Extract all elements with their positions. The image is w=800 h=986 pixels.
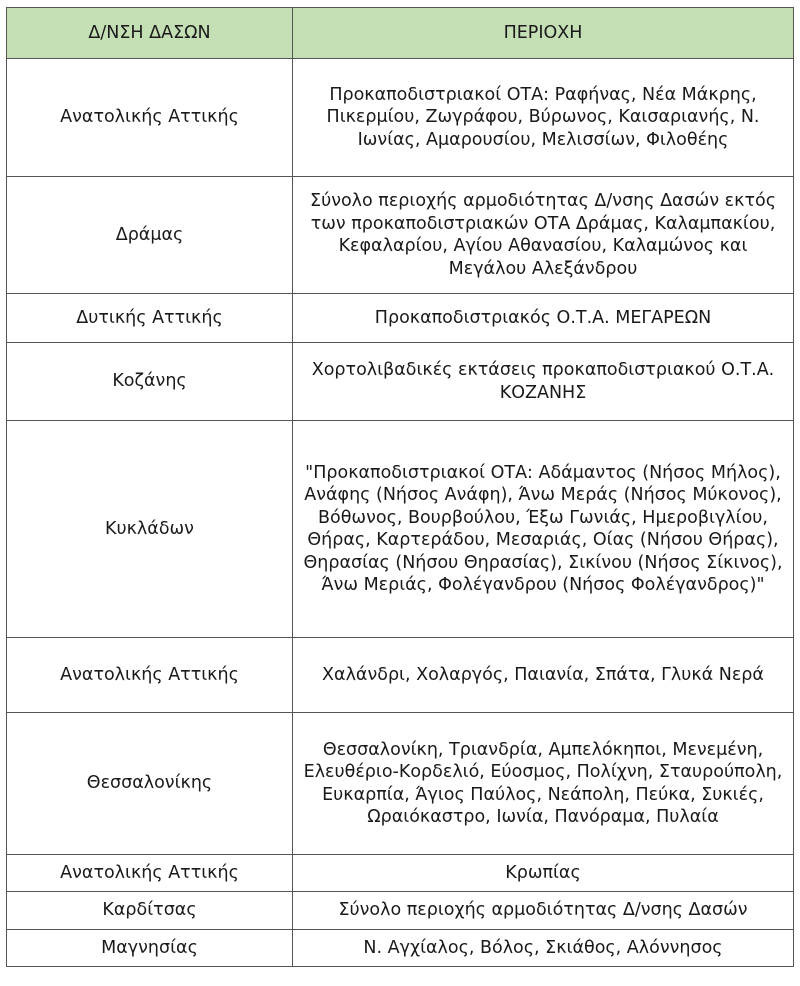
table-row xyxy=(7,855,794,892)
area-cell: Προκαποδιστριακοί ΟΤΑ: Ραφήνας, Νέα Μάκρης, Πικερμίου, Ζωγράφου, Βύρωνος, Καισαριανής, Ν. Ιωνίας, Αμαρουσίου, Μελισσίων, Φιλοθέης xyxy=(293,59,794,177)
table-row xyxy=(7,177,794,294)
directorate-cell: Μαγνησίας xyxy=(7,930,293,967)
directorate-cell: Δυτικής Αττικής xyxy=(7,294,293,343)
table-row xyxy=(7,421,794,638)
table-row xyxy=(7,343,794,421)
area-cell: Σύνολο περιοχής αρμοδιότητας Δ/νσης Δασών εκτός των προκαποδιστριακών ΟΤΑ Δράμας, Καλαμπακίου, Κεφαλαρίου, Αγίου Αθανασίου, Καλαμώνος και Μεγάλου Αλεξάνδρου xyxy=(293,177,794,294)
table-row xyxy=(7,59,794,177)
directorate-cell: Κοζάνης xyxy=(7,343,293,421)
directorate-cell: Ανατολικής Αττικής xyxy=(7,59,293,177)
area-cell: Προκαποδιστριακός Ο.Τ.Α. ΜΕΓΑΡΕΩΝ xyxy=(293,294,794,343)
directorate-cell: Ανατολικής Αττικής xyxy=(7,638,293,713)
area-cell: Χαλάνδρι, Χολαργός, Παιανία, Σπάτα, Γλυκά Νερά xyxy=(293,638,794,713)
table-row xyxy=(7,892,794,930)
directorate-cell: Ανατολικής Αττικής xyxy=(7,855,293,892)
column-header-area: ΠΕΡΙΟΧΗ xyxy=(293,8,794,59)
directorate-cell: Θεσσαλονίκης xyxy=(7,713,293,855)
table-row xyxy=(7,638,794,713)
table-row xyxy=(7,713,794,855)
area-cell: Κρωπίας xyxy=(293,855,794,892)
forest-directorates-table xyxy=(6,7,794,967)
directorate-cell: Καρδίτσας xyxy=(7,892,293,930)
column-header-directorate: Δ/ΝΣΗ ΔΑΣΩΝ xyxy=(7,8,293,59)
area-cell: Χορτολιβαδικές εκτάσεις προκαποδιστριακού Ο.Τ.Α. ΚΟΖΑΝΗΣ xyxy=(293,343,794,421)
table-row xyxy=(7,294,794,343)
area-cell: Θεσσαλονίκη, Τριανδρία, Αμπελόκηποι, Μενεμένη, Ελευθέριο-Κορδελιό, Εύοσμος, Πολίχνη, Σταυρούπολη, Ευκαρπία, Άγιος Παύλος, Νεάπολη, Πεύκα, Συκιές, Ωραιόκαστρο, Ιωνία, Πανόραμα, Πυλαία xyxy=(293,713,794,855)
area-cell: Σύνολο περιοχής αρμοδιότητας Δ/νσης Δασών xyxy=(293,892,794,930)
table-header-row xyxy=(7,8,794,59)
directorate-cell: Δράμας xyxy=(7,177,293,294)
table-row xyxy=(7,930,794,967)
directorate-cell: Κυκλάδων xyxy=(7,421,293,638)
area-cell: "Προκαποδιστριακοί ΟΤΑ: Αδάμαντος (Νήσος Μήλος), Ανάφης (Νήσος Ανάφη), Άνω Μεράς (Νήσος Μύκονος), Βόθωνος, Βουρβούλου, Έξω Γωνιάς, Ημεροβιγλίου, Θήρας, Καρτεράδου, Μεσαριάς, Οίας (Νήσου Θήρας), Θηρασίας (Νήσου Θηρασίας), Σικίνου (Νήσος Σίκινος), Άνω Μεριάς, Φολέγανδρου (Νήσος Φολέγανδρος)" xyxy=(293,421,794,638)
area-cell: Ν. Αγχίαλος, Βόλος, Σκιάθος, Αλόννησος xyxy=(293,930,794,967)
